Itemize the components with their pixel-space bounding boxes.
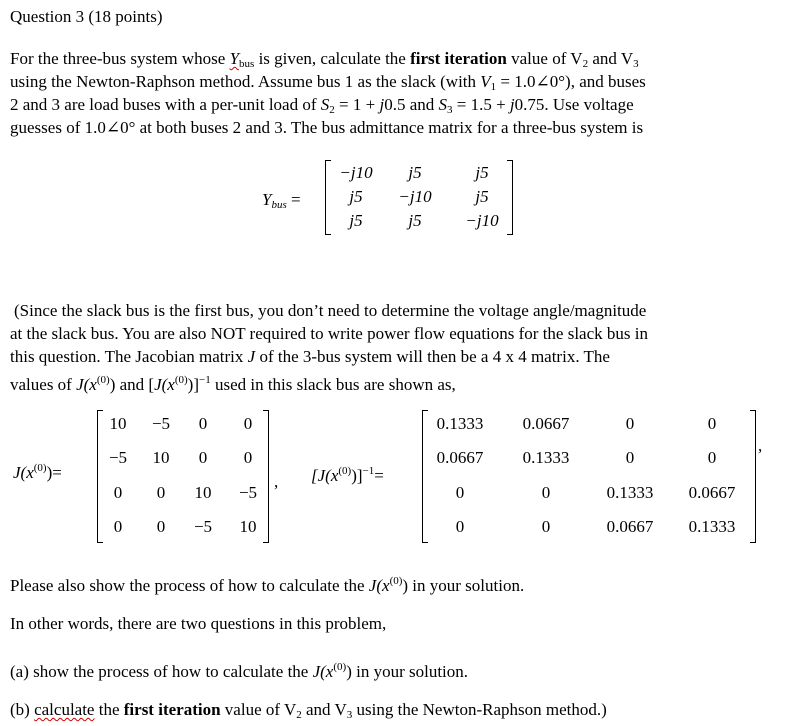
matrix-cell: 0 xyxy=(156,517,166,536)
matrix-cell: 0 xyxy=(198,414,208,433)
matrix-cell: 10 xyxy=(239,517,257,536)
matrix-cell: 0.1333 xyxy=(606,483,654,502)
matrix-cell: 10 xyxy=(194,483,212,502)
para3-line4: (b) calculate the first iteration value of $V_2$ and $V_3$ using the Newton-Raphson method.) xyxy=(10,700,607,721)
matrix-cell: j5 xyxy=(349,211,363,230)
matrix-cell: 10 xyxy=(152,448,170,467)
ybus-matrix xyxy=(325,160,513,235)
matrix-cell: 0 xyxy=(113,483,123,502)
jacobian-inv-comma: , xyxy=(758,436,763,455)
para2-line1: (Since the slack bus is the first bus, you don’t need to determine the voltage angle/magnitude xyxy=(14,301,647,320)
ybus-label: $Y_{bus}$ = xyxy=(262,190,301,211)
matrix-cell: j5 xyxy=(408,211,422,230)
matrix-cell: 10 xyxy=(109,414,127,433)
jacobian-comma: , xyxy=(274,472,279,491)
matrix-cell: 0.1333 xyxy=(688,517,736,536)
jacobian-inv-label: $[J(x^{(0)})]^{-1}=$ xyxy=(311,465,384,485)
matrix-cell: 0.1333 xyxy=(522,448,570,467)
matrix-cell: 0.0667 xyxy=(606,517,654,536)
matrix-cell: 0 xyxy=(455,483,465,502)
para3-line1: Please also show the process of how to calculate the $J(x^{(0)})$ in your solution. xyxy=(10,575,525,595)
matrix-cell: −j10 xyxy=(339,163,373,182)
para1-line3: 2 and 3 are load buses with a per-unit load of $S_2 = 1 + j0.5$ and $S_3 = 1.5 + j0.75$. Use voltage xyxy=(10,95,634,116)
para2-line2: at the slack bus. You are also NOT required to write power flow equations for the slack bus in xyxy=(10,324,648,343)
matrix-cell: j5 xyxy=(349,187,363,206)
jacobian-inverse-matrix xyxy=(422,410,756,543)
matrix-cell: 0 xyxy=(113,517,123,536)
jacobian-label: $J(x^{(0)})=$ xyxy=(13,462,62,482)
matrix-cell: 0.1333 xyxy=(436,414,484,433)
matrix-cell: −5 xyxy=(238,483,258,502)
matrix-cell: j5 xyxy=(408,163,422,182)
para2-line3: this question. The Jacobian matrix J of the 3-bus system will then be a 4 x 4 matrix. The xyxy=(10,347,610,366)
ybus-inline: $Y_{bus}$ xyxy=(229,49,255,70)
matrix-cell: 0 xyxy=(243,414,253,433)
para1-line4: guesses of 1.0∠0° at both buses 2 and 3. The bus admittance matrix for a three-bus system is xyxy=(10,118,644,137)
matrix-cell: 0 xyxy=(541,483,551,502)
matrix-cell: 0 xyxy=(541,517,551,536)
matrix-cell: 0 xyxy=(625,448,635,467)
matrix-cell: 0.0667 xyxy=(688,483,736,502)
matrix-cell: 0.0667 xyxy=(522,414,570,433)
matrix-cell: −j10 xyxy=(398,187,432,206)
para1-line2: using the Newton-Raphson method. Assume bus 1 as the slack (with $V_1$ = 1.0∠0°), and buses xyxy=(10,72,646,93)
matrix-cell: −5 xyxy=(151,414,171,433)
matrix-cell: −5 xyxy=(108,448,128,467)
matrix-cell: 0 xyxy=(707,448,717,467)
matrix-cell: 0 xyxy=(707,414,717,433)
matrix-cell: j5 xyxy=(475,187,489,206)
para1-line1: For the three-bus system whose $Y_{bus}$ is given, calculate the first iteration value of $V_2$ and $V_3$ xyxy=(10,49,639,70)
matrix-cell: 0 xyxy=(156,483,166,502)
matrix-cell: −5 xyxy=(193,517,213,536)
matrix-cell: 0.0667 xyxy=(436,448,484,467)
question-title: Question 3 (18 points) xyxy=(10,7,163,26)
para3-line2: In other words, there are two questions in this problem, xyxy=(10,614,387,633)
matrix-cell: j5 xyxy=(475,163,489,182)
matrix-cell: 0 xyxy=(455,517,465,536)
matrix-cell: 0 xyxy=(625,414,635,433)
matrix-cell: 0 xyxy=(198,448,208,467)
para3-line3: (a) show the process of how to calculate the $J(x^{(0)})$ in your solution. xyxy=(10,661,469,681)
para2-line4: values of $J(x^{(0)})$ and $[J(x^{(0)})]^{-1}$ used in this slack bus are shown as, xyxy=(10,374,456,394)
matrix-cell: 0 xyxy=(243,448,253,467)
jacobian-matrix xyxy=(97,410,269,543)
matrix-cell: −j10 xyxy=(465,211,499,230)
